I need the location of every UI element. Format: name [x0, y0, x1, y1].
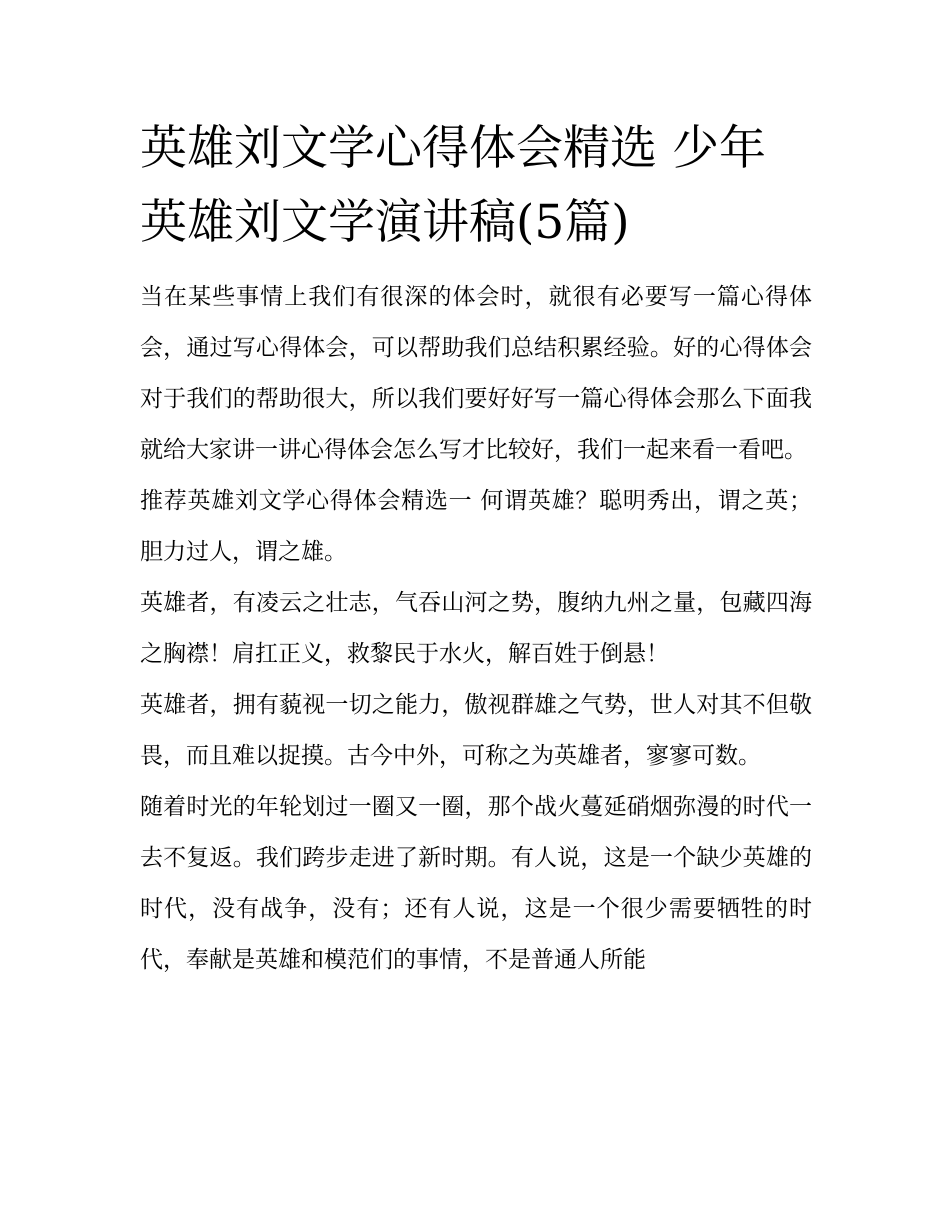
- document-body: [140, 112, 812, 986]
- paragraph-hero-ability: 英雄者，拥有藐视一切之能力，傲视群雄之气势，世人对其不但敬畏，而且难以捉摸。古今中外，可称之为英雄者，寥寥可数。: [140, 692, 812, 769]
- paragraph-intro: 当在某些事情上我们有很深的体会时，就很有必要写一篇心得体会，通过写心得体会，可以帮助我们总结积累经验。好的心得体会对于我们的帮助很大，所以我们要好好写一篇心得体会那么下面我就给大家讲一讲心得体会怎么写才比较好，我们一起来看一看吧。: [140, 284, 812, 463]
- paragraph-new-era: 随着时光的年轮划过一圈又一圈，那个战火蔓延硝烟弥漫的时代一去不复返。我们跨步走进了新时期。有人说，这是一个缺少英雄的时代，没有战争，没有；还有人说，这是一个很少需要牺牲的时代，奉献是英雄和模范们的事情，不是普通人所能: [140, 794, 812, 973]
- document-title: 英雄刘文学心得体会精选 少年英雄刘文学演讲稿(5篇): [140, 121, 766, 250]
- paragraph-what-is-hero: 推荐英雄刘文学心得体会精选一 何谓英雄？聪明秀出，谓之英；胆力过人，谓之雄。: [140, 488, 812, 565]
- paragraph-hero-ambition: 英雄者，有凌云之壮志，气吞山河之势，腹纳九州之量，包藏四海之胸襟！肩扛正义，救黎民于水火，解百姓于倒悬！: [140, 590, 812, 667]
